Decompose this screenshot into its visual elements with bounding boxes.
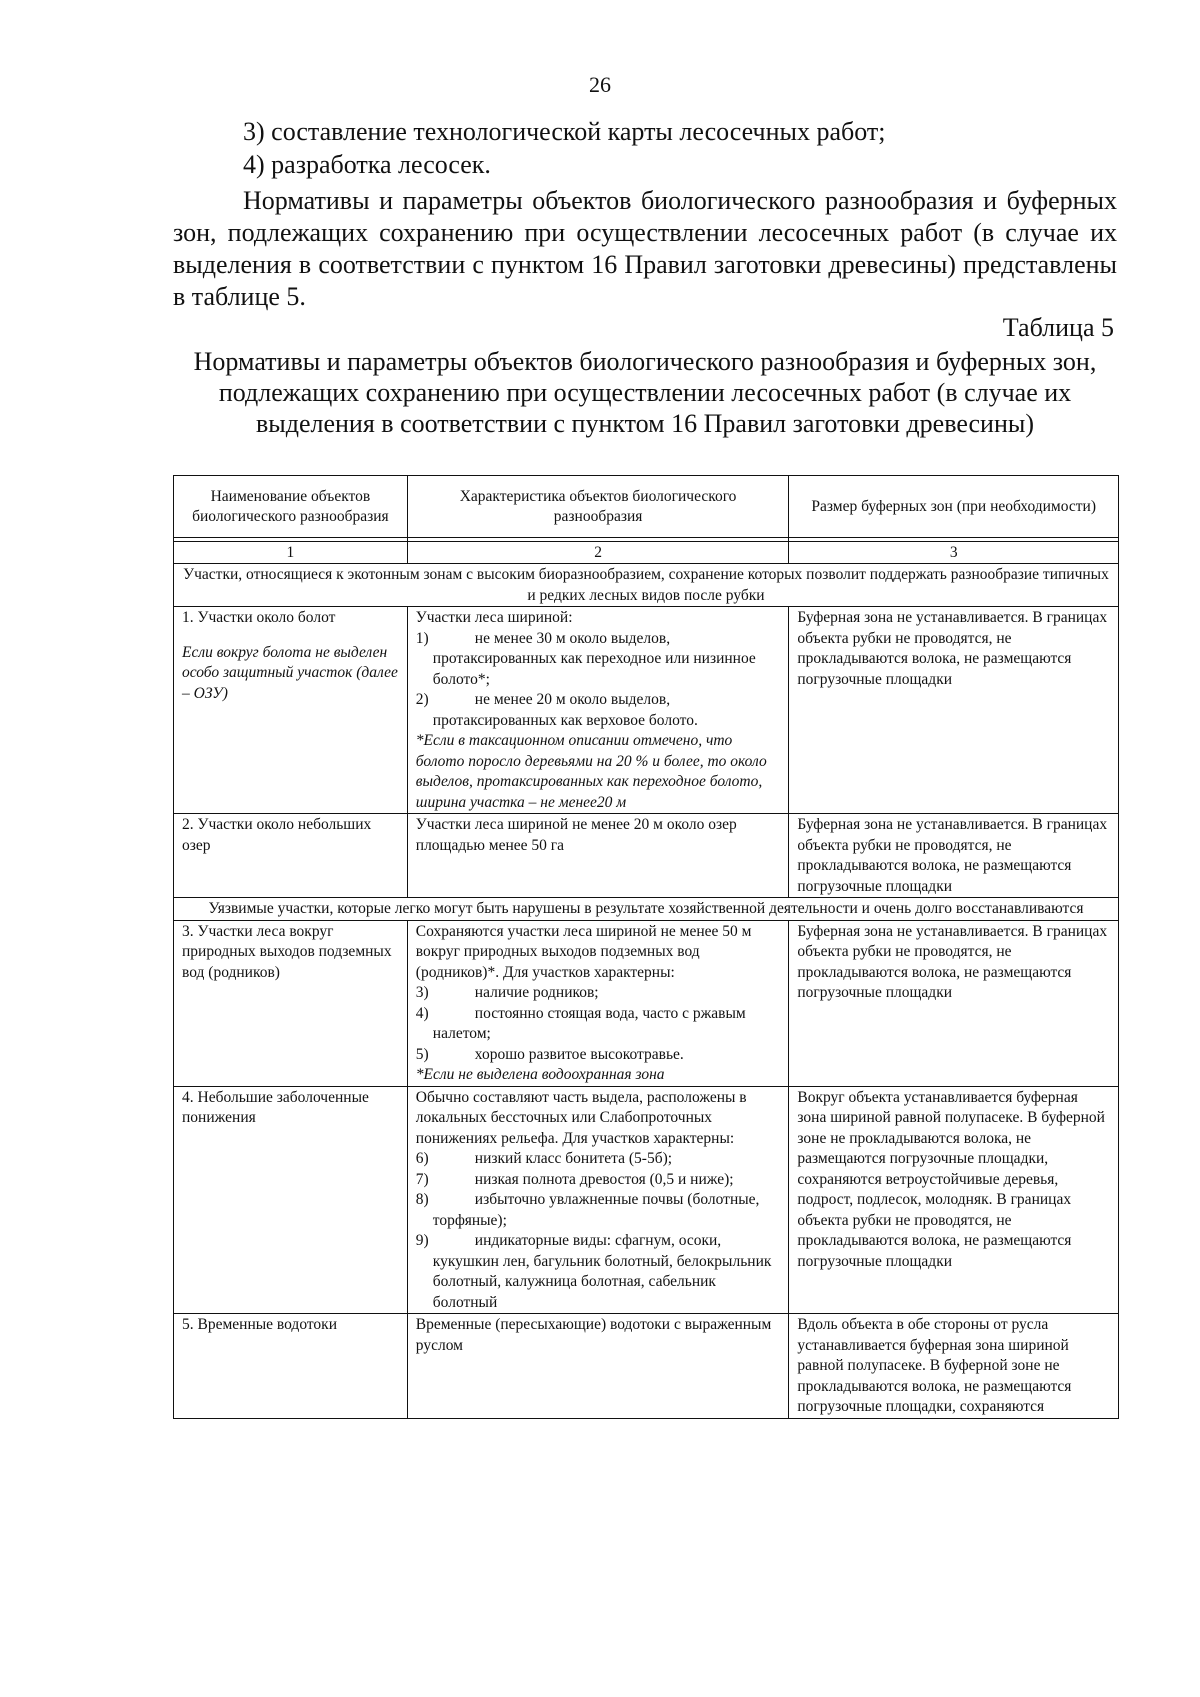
list-item: 4) разработка лесосек. [243,150,491,179]
intro-paragraph: Нормативы и параметры объектов биологического разнообразия и буферных зон, подлежащих сохранению при осуществлении лесосечных работ (в случае их выделения в соответствии с пунктом 16 Правил заготовки древесины) представлены в таблице 5. [173,186,1117,311]
table-row [174,1086,1119,1314]
list-item [416,1004,781,1045]
characteristic-list [416,629,781,732]
item-number: 3) [415,984,429,1001]
list-item [416,690,781,731]
header-cell: Характеристика объектов биологического разнообразия [407,476,789,538]
item-number: 1) [415,629,429,647]
characteristic-note: *Если не выделена водоохранная зона [415,1066,665,1083]
buffer-cell: Буферная зона не устанавливается. В границах объекта рубки не проводятся, не прокладываются волока, не размещаются погрузочные площадки [789,920,1119,1086]
header-cell: Размер буферных зон (при необходимости) [789,476,1119,538]
object-name-cell: 5. Временные водотоки [174,1314,408,1419]
characteristic-list [416,1149,781,1313]
characteristic-cell [407,1086,789,1314]
column-number: 3 [789,542,1119,564]
table-row [174,814,1119,898]
section-heading: Уязвимые участки, которые легко могут быть нарушены в результате хозяйственной деятельности и очень долго восстанавливаются [174,898,1119,921]
characteristic-cell [407,607,789,814]
list-item [416,1231,781,1313]
item-number: 9) [415,1232,429,1249]
item-text: хорошо развитое высокотравье. [474,1045,684,1063]
list-item [416,1190,781,1231]
item-text: наличие родников; [474,984,599,1001]
characteristic-list [416,983,781,1065]
section-row [174,898,1119,921]
table-label: Таблица 5 [1002,313,1114,342]
object-name: 1. Участки около болот [182,609,336,626]
table-header-row [174,476,1119,538]
header-cell: Наименование объектов биологического разнообразия [174,476,408,538]
buffer-cell: Буферная зона не устанавливается. В границах объекта рубки не проводятся, не прокладываются волока, не размещаются погрузочные площадки [789,607,1119,814]
table-row [174,1314,1119,1419]
table-row [174,920,1119,1086]
object-name-cell [174,607,408,814]
table-title: Нормативы и параметры объектов биологического разнообразия и буферных зон, подлежащих сохранению при осуществлении лесосечных работ (в случае их выделения в соответствии с пунктом 16 Правил заготовки древесины) [193,347,1097,438]
item-number: 7) [415,1170,429,1188]
buffer-cell: Буферная зона не устанавливается. В границах объекта рубки не проводятся, не прокладываются волока, не размещаются погрузочные площадки [789,814,1119,898]
item-number: 8) [415,1191,429,1208]
item-text: постоянно стоящая вода, часто с ржавым налетом; [432,1004,746,1042]
characteristic-note: *Если в таксационном описании отмечено, что болото поросло деревьями на 20 % и более, то около выделов, протаксированных как переходное болото, ширина участка – не менее20 м [415,732,767,811]
object-name-cell: 4. Небольшие заболоченные понижения [174,1086,408,1314]
list-item [416,629,781,691]
characteristic-cell: Участки леса шириной не менее 20 м около озер площадью менее 50 га [407,814,789,898]
page-number: 26 [589,72,611,97]
item-text: не менее 30 м около выделов, протаксированных как переходное или низинное болото*; [432,629,756,688]
characteristic-intro: Обычно составляют часть выдела, расположены в локальных бессточных или Слабопроточных понижениях рельефа. Для участков характерны: [415,1088,747,1147]
item-number: 5) [415,1045,429,1063]
table-row [174,607,1119,814]
object-name-note: Если вокруг болота не выделен особо защитный участок (далее – ОЗУ) [182,643,398,702]
list-item: 3) составление технологической карты лесосечных работ; [243,117,886,146]
list-item [416,983,781,1004]
buffer-cell: Вдоль объекта в обе стороны от русла устанавливается буферная зона шириной равной полупасеке. В буферной зоне не прокладываются волока, не размещаются погрузочные площадки, сохраняются [789,1314,1119,1419]
item-number: 6) [415,1150,429,1167]
item-number: 2) [415,691,429,708]
characteristic-cell [407,920,789,1086]
item-text: избыточно увлажненные почвы (болотные, торфяные); [432,1191,760,1229]
section-heading: Участки, относящиеся к экотонным зонам с высоким биоразнообразием, сохранение которых позволит поддержать разнообразие типичных и редких лесных видов после рубки [174,564,1119,607]
object-name-cell: 2. Участки около небольших озер [174,814,408,898]
list-item [416,1045,781,1066]
section-row [174,564,1119,607]
column-number-row [174,542,1119,564]
column-number: 1 [174,542,408,564]
list-item [416,1149,781,1170]
buffer-cell: Вокруг объекта устанавливается буферная зона шириной равной полупасеке. В буферной зоне не прокладываются волока, не размещаются погрузочные площадки, сохраняются ветроустойчивые деревья, подрост, подлесок, молодняк. В границах объекта рубки не проводятся, не прокладываются волока, не размещаются погрузочные площадки [789,1086,1119,1314]
object-name-cell: 3. Участки леса вокруг природных выходов подземных вод (родников) [174,920,408,1086]
list-item [416,1170,781,1191]
item-number: 4) [415,1004,429,1022]
item-text: индикаторные виды: сфагнум, осоки, кукушкин лен, багульник болотный, белокрыльник болотный, калужница болотная, сабельник болотный [432,1232,772,1311]
item-text: низкая полнота древостоя (0,5 и ниже); [474,1170,734,1188]
characteristic-intro: Сохраняются участки леса шириной не менее 50 м вокруг природных выходов подземных вод (родников)*. Для участков характерны: [415,922,752,981]
norms-table [173,475,1119,1419]
item-text: низкий класс бонитета (5-5б); [474,1150,673,1167]
item-text: не менее 20 м около выделов, протаксированных как верховое болото. [432,691,698,729]
column-number: 2 [407,542,789,564]
characteristic-intro: Участки леса шириной: [415,609,573,626]
characteristic-cell: Временные (пересыхающие) водотоки с выраженным руслом [407,1314,789,1419]
